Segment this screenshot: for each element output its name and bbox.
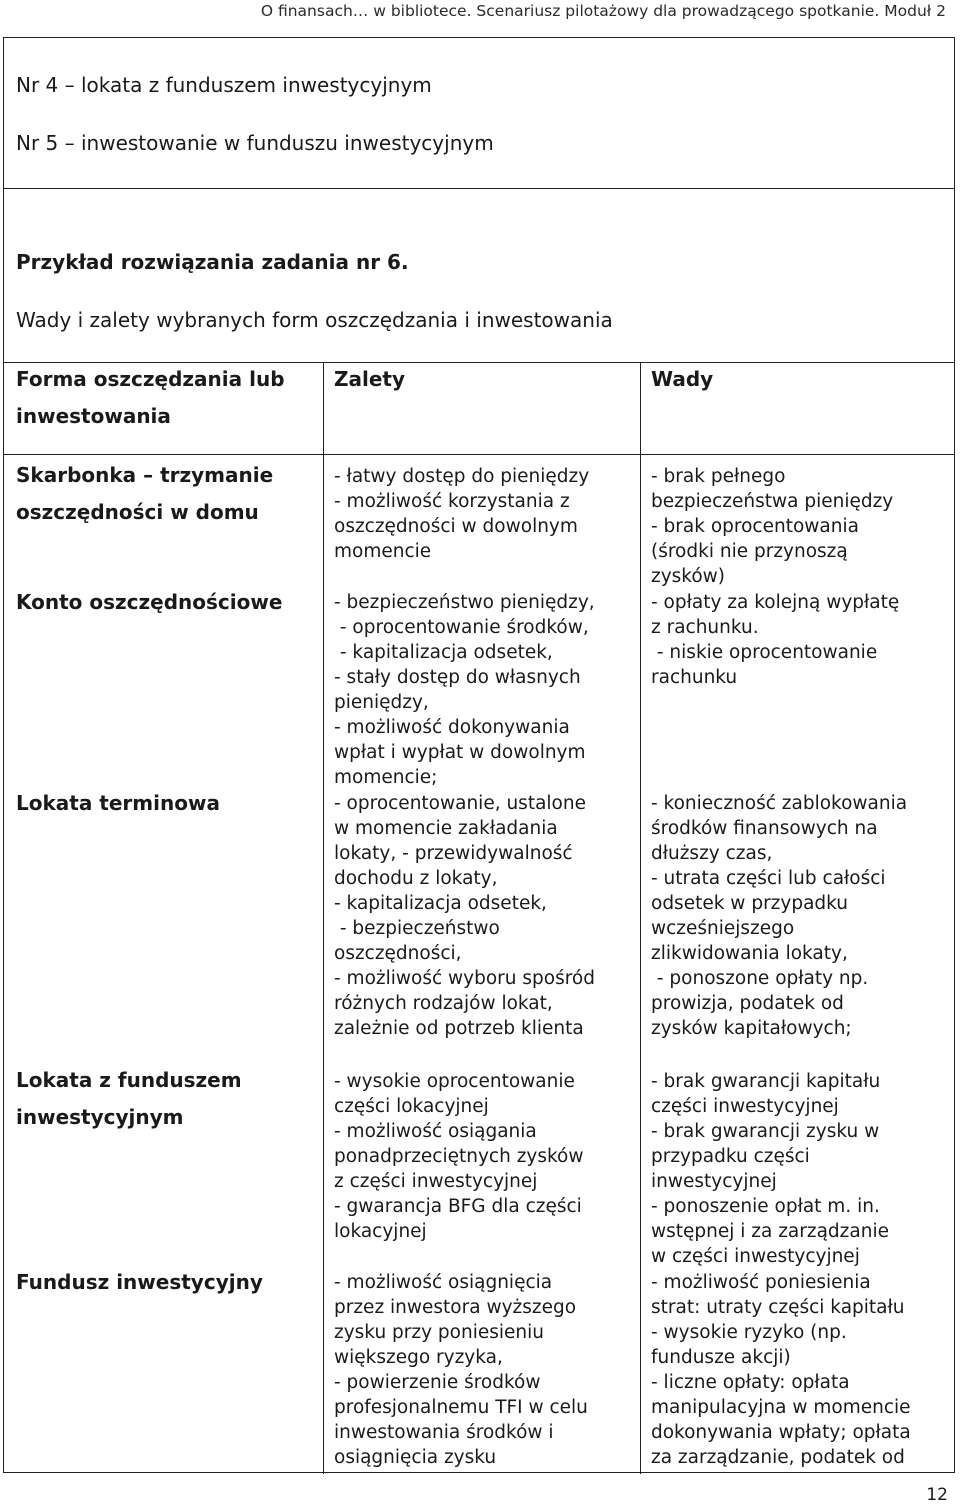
header-row-border <box>4 454 954 455</box>
row-pros-skarbonka: - łatwy dostęp do pieniędzy - możliwość korzystania z oszczędności w dowolnym momencie <box>334 466 590 562</box>
column-header-pros: Zalety <box>334 367 406 391</box>
row-label-skarbonka: Skarbonka – trzymanie oszczędności w domu <box>16 463 274 524</box>
row-cons-fundusz: - możliwość poniesienia strat: utraty części kapitału - wysokie ryzyko (np. fundusze akcji) - liczne opłaty: opłata manipulacyjna w momencie dokonywania wpłaty; opłata za zarządzanie, podatek od <box>651 1272 911 1468</box>
row-label-lokata-fundusz: Lokata z funduszem inwestycyjnym <box>16 1068 242 1129</box>
row-cons-konto: - opłaty za kolejną wypłatę z rachunku. - niskie oprocentowanie rachunku <box>651 592 900 688</box>
row-label-lokata: Lokata terminowa <box>16 791 220 815</box>
top-item-4: Nr 4 – lokata z funduszem inwestycyjnym <box>16 73 432 97</box>
row-cons-lokata: - konieczność zablokowania środków finansowych na dłuższy czas, - utrata części lub całości odsetek w przypadku wcześniejszego zlikwidowania lokaty, - ponoszone opłaty np. prowizja, podatek od zysków kapitałowych; <box>651 793 908 1039</box>
column-divider-2 <box>640 362 641 1474</box>
divider-line <box>4 188 954 189</box>
top-item-5: Nr 5 – inwestowanie w funduszu inwestycyjnym <box>16 131 494 155</box>
page-number: 12 <box>926 1485 948 1505</box>
example-title: Przykład rozwiązania zadania nr 6. <box>16 250 409 274</box>
row-cons-lokata-fundusz: - brak gwarancji kapitału części inwestycyjnej - brak gwarancji zysku w przypadku części inwestycyjnej - ponoszenie opłat m. in. wstępnej i za zarządzanie w części inwestycyjnej <box>651 1071 889 1267</box>
row-label-konto: Konto oszczędnościowe <box>16 590 283 614</box>
column-header-cons: Wady <box>651 367 714 391</box>
row-pros-lokata: - oprocentowanie, ustalone w momencie zakładania lokaty, - przewidywalność dochodu z lokaty, - kapitalizacja odsetek, - bezpieczeństwo oszczędności, - możliwość wyboru spośród różnych rodzajów lokat, zależnie od potrzeb klienta <box>334 793 595 1039</box>
row-pros-lokata-fundusz: - wysokie oprocentowanie części lokacyjnej - możliwość osiągania ponadprzeciętnych zysków z części inwestycyjnej - gwarancja BFG dla części lokacyjnej <box>334 1071 584 1242</box>
table-title: Wady i zalety wybranych form oszczędzania i inwestowania <box>16 308 613 332</box>
column-header-form: Forma oszczędzania lub inwestowania <box>16 367 285 428</box>
row-pros-fundusz: - możliwość osiągnięcia przez inwestora wyższego zysku przy poniesieniu większego ryzyka, - powierzenie środków profesjonalnemu TFI w celu inwestowania środków i osiągnięcia zysku <box>334 1272 588 1468</box>
column-divider-1 <box>323 362 324 1474</box>
page-header: O finansach… w bibliotece. Scenariusz pilotażowy dla prowadzącego spotkanie. Moduł 2 <box>260 2 946 20</box>
row-label-fundusz: Fundusz inwestycyjny <box>16 1270 263 1294</box>
row-cons-skarbonka: - brak pełnego bezpieczeństwa pieniędzy - brak oprocentowania (środki nie przynoszą zysków) <box>651 466 894 587</box>
row-pros-konto: - bezpieczeństwo pieniędzy, - oprocentowanie środków, - kapitalizacja odsetek, - stały dostęp do własnych pieniędzy, - możliwość dokonywania wpłat i wypłat w dowolnym momencie; <box>334 592 595 788</box>
